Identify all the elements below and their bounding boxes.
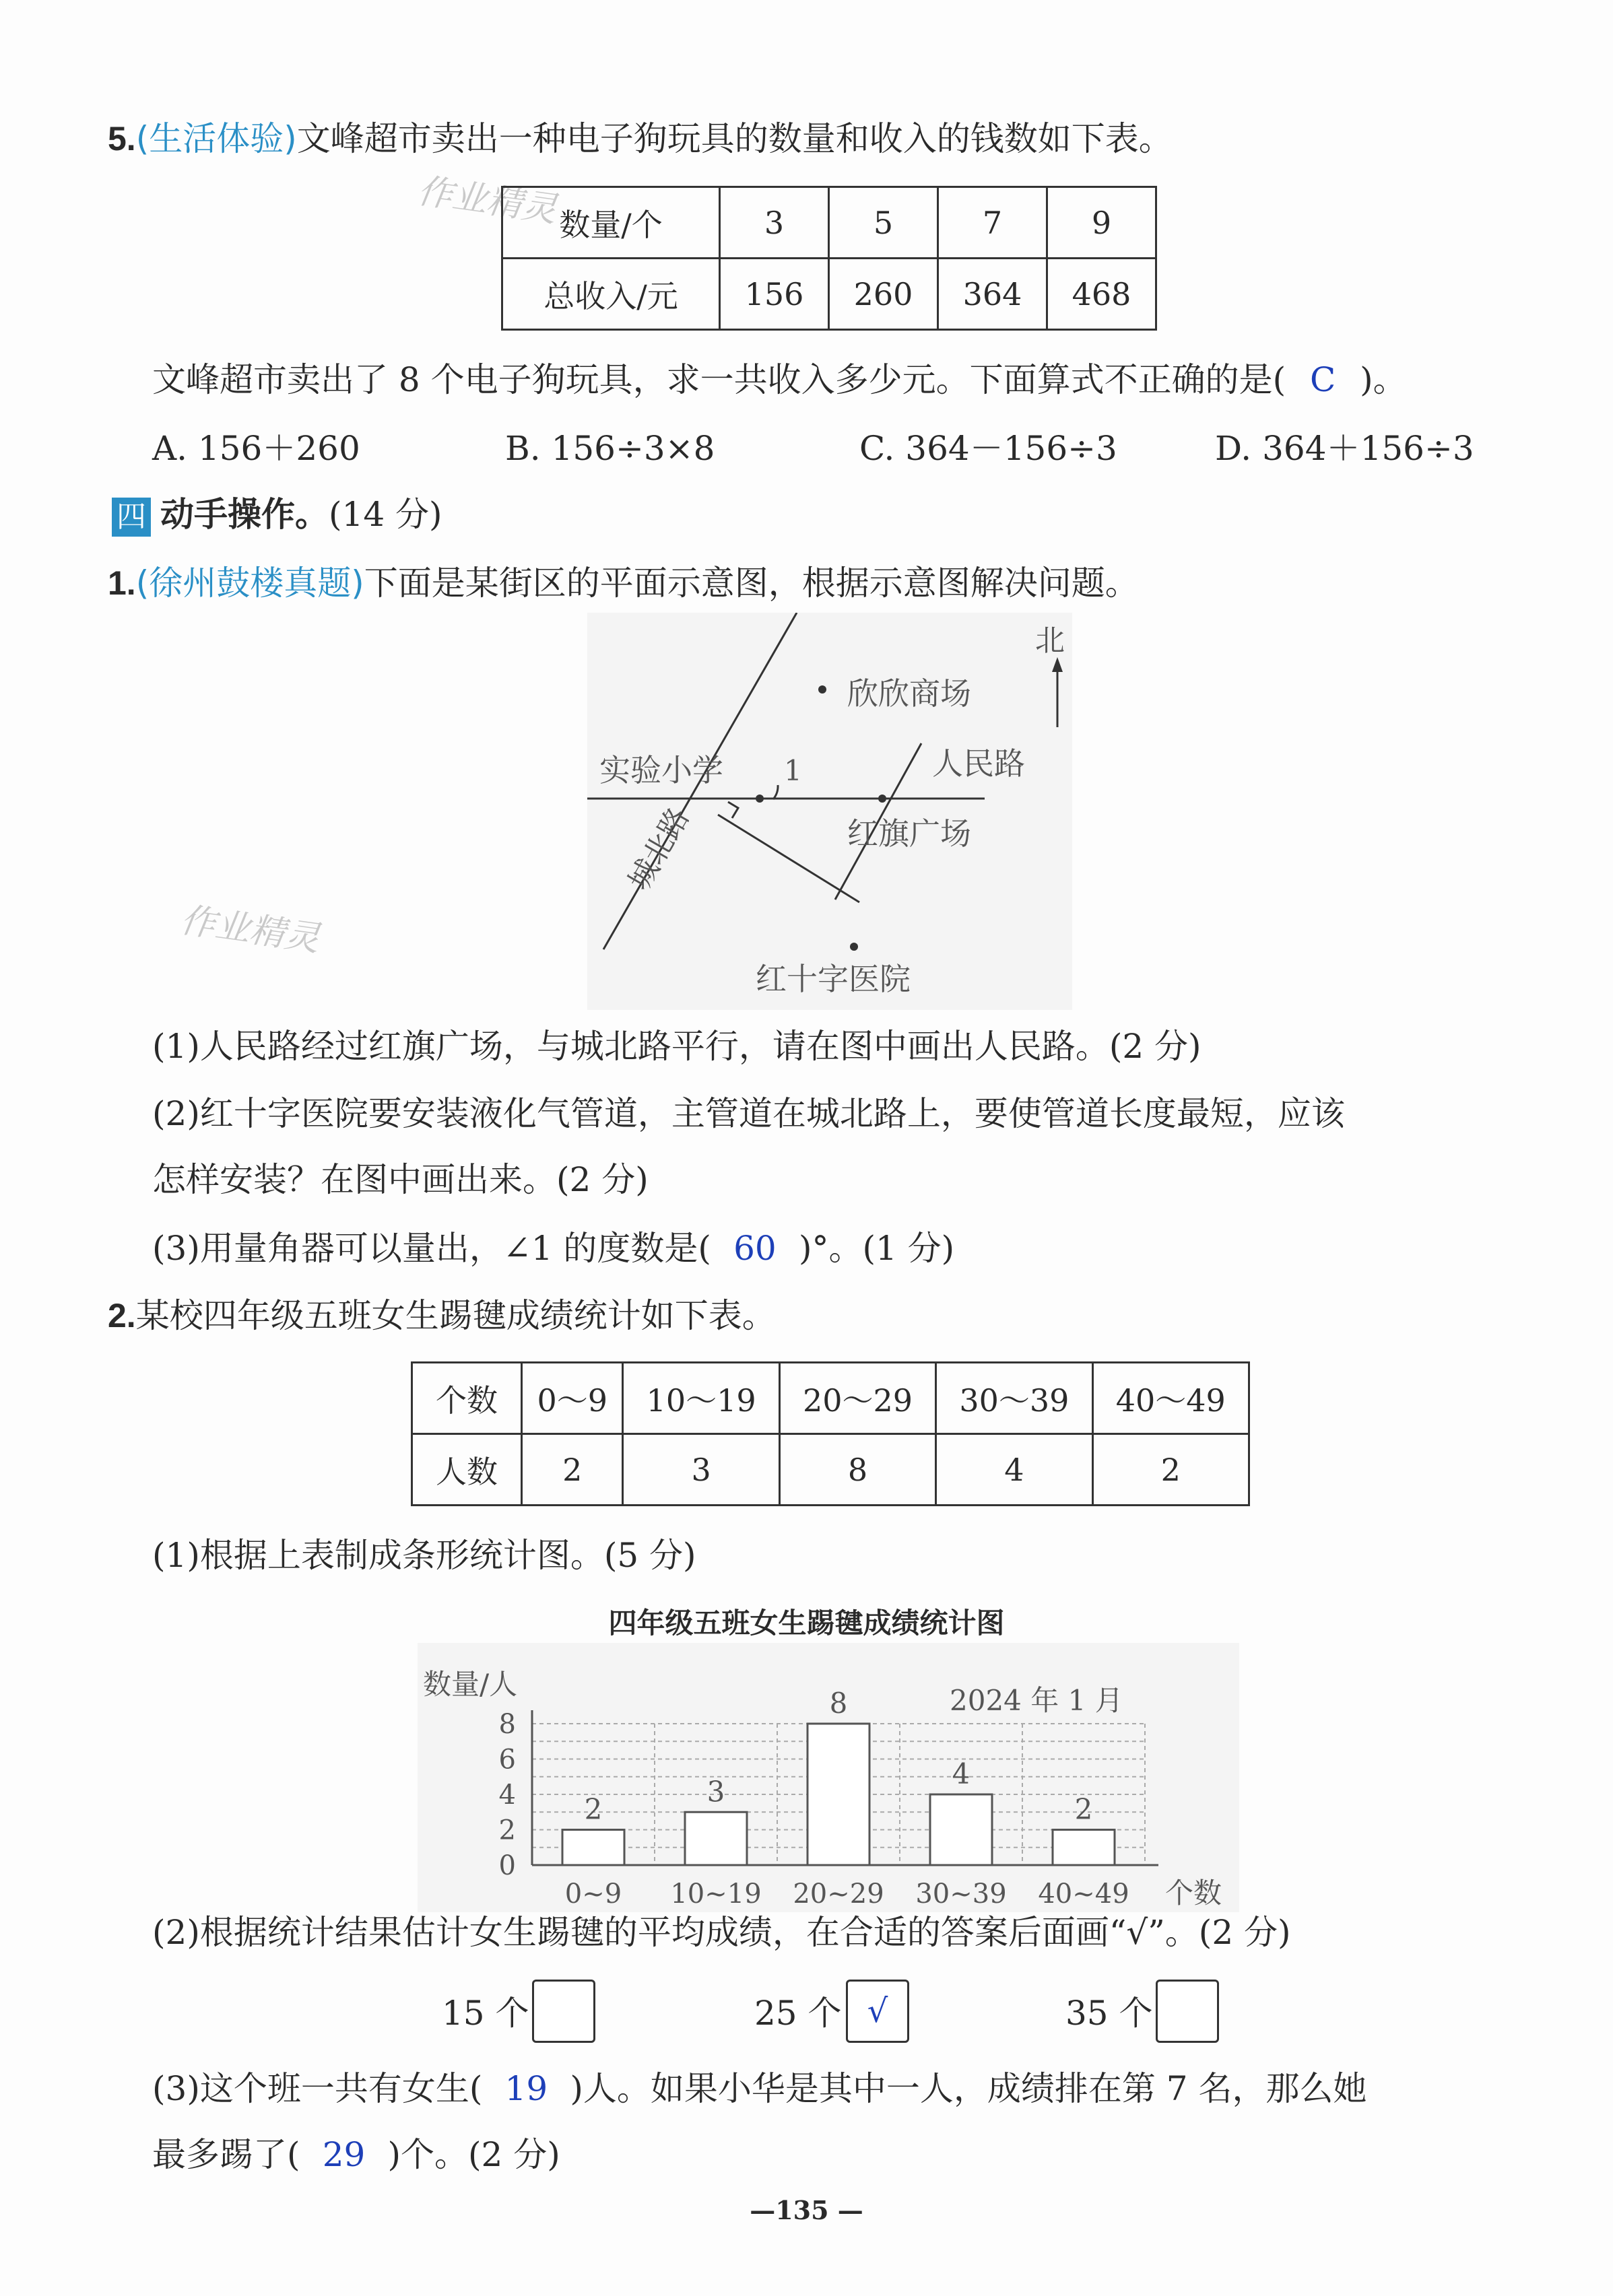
right-angle-mark	[728, 802, 738, 818]
watermark: 作业精灵	[415, 170, 560, 231]
q5-heading	[108, 119, 1173, 159]
choice-checkbox[interactable]	[532, 1980, 595, 2043]
y-tick-label: 4	[498, 1780, 516, 1811]
angle-1-arc	[773, 785, 778, 799]
bar	[562, 1830, 624, 1866]
north-label: 北	[1035, 623, 1065, 658]
table-cell: 364	[938, 259, 1047, 330]
question-text: )。	[1360, 360, 1407, 399]
x-tick-label: 10~19	[670, 1879, 762, 1910]
table-cell: 8	[779, 1434, 935, 1506]
p1-sub3	[152, 1228, 954, 1269]
table-cell: 4	[936, 1434, 1092, 1506]
bar-chart-svg	[418, 1643, 1239, 1912]
q5-option-a: A. 156＋260	[152, 429, 360, 468]
school-point	[756, 795, 764, 803]
north-arrow-icon	[1052, 657, 1063, 672]
table-cell: 3	[720, 187, 829, 259]
table-cell: 3	[623, 1434, 779, 1506]
answer-text: 60	[733, 1229, 777, 1268]
table-cell: 40～49	[1092, 1363, 1249, 1434]
table-cell: 468	[1047, 259, 1156, 330]
square-label: 红旗广场	[847, 815, 971, 852]
table-cell: 260	[829, 259, 938, 330]
p2-sub1: (1)根据上表制成条形统计图。(5 分)	[152, 1536, 696, 1575]
table-cell: 30～39	[936, 1363, 1092, 1434]
question-number: 2.	[108, 1297, 136, 1335]
answer-text: C	[1309, 360, 1336, 399]
section-score: (14 分)	[329, 495, 442, 534]
q5-option-c: C. 364－156÷3	[859, 429, 1117, 468]
question-text: )人。如果小华是其中一人，成绩排在第 7 名，那么她	[570, 2069, 1367, 2108]
hospital-label: 红十字医院	[756, 961, 911, 997]
bar	[808, 1724, 869, 1865]
bar	[1053, 1830, 1115, 1866]
p2-sub3-line1	[152, 2068, 1367, 2109]
p2-table	[411, 1361, 1250, 1506]
table-cell: 个数	[412, 1363, 522, 1434]
choice-label: 25 个	[754, 1994, 842, 2033]
renmin-road-label: 人民路	[932, 745, 1025, 782]
y-tick-label: 0	[498, 1850, 516, 1881]
answer-text: 29	[322, 2135, 366, 2174]
p2-heading	[108, 1295, 776, 1336]
y-tick-label: 6	[498, 1744, 516, 1776]
question-text: 文峰超市卖出了 8 个电子狗玩具，求一共收入多少元。下面算式不正确的是(	[152, 360, 1286, 399]
question-text: 文峰超市卖出一种电子狗玩具的数量和收入的钱数如下表。	[296, 119, 1173, 158]
bar-value-label: 2	[1074, 1792, 1093, 1826]
question-text: )个。(2 分)	[387, 2135, 560, 2174]
table-cell: 156	[720, 259, 829, 330]
school-label: 实验小学	[599, 752, 723, 788]
y-tick-label: 8	[498, 1709, 516, 1740]
x-tick-label: 30~39	[915, 1879, 1007, 1910]
pipeline-line	[718, 815, 859, 902]
y-tick-label: 2	[498, 1815, 516, 1846]
date-note: 2024 年 1 月	[950, 1684, 1123, 1717]
p1-sub2-line1: (2)红十字医院要安装液化气管道，主管道在城北路上，要使管道长度最短，应该	[152, 1094, 1345, 1133]
table-cell: 总收入/元	[502, 259, 720, 330]
q5-question	[152, 360, 1407, 400]
section-title: 动手操作。	[160, 495, 329, 534]
table-cell: 20～29	[779, 1363, 935, 1434]
p1-heading	[108, 563, 1139, 603]
choice-label: 35 个	[1065, 1994, 1153, 2033]
street-map-diagram	[587, 613, 1072, 1010]
x-tick-label: 20~29	[793, 1879, 884, 1910]
bar	[930, 1794, 992, 1865]
page-number: —135 —	[750, 2195, 863, 2225]
x-tick-label: 0~9	[564, 1879, 622, 1910]
p2-sub2: (2)根据统计结果估计女生踢毽的平均成绩，在合适的答案后面画“√”。(2 分)	[152, 1913, 1291, 1952]
mall-label: 欣欣商场	[847, 675, 971, 712]
question-text: 最多踢了(	[152, 2135, 300, 2174]
bar-value-label: 2	[584, 1792, 603, 1826]
question-text: (3)用量角器可以量出，∠1 的度数是(	[152, 1229, 711, 1268]
question-number: 1.	[108, 564, 136, 602]
mall-point	[818, 685, 826, 694]
p2-sub3-line2	[152, 2134, 560, 2175]
table-cell: 数量/个	[502, 187, 720, 259]
choice-checkbox[interactable]: √	[846, 1980, 909, 2043]
question-tag: (徐州鼓楼真题)	[135, 564, 364, 603]
chart-title: 四年级五班女生踢毽成绩统计图	[608, 1607, 1005, 1640]
bar-value-label: 4	[952, 1757, 970, 1790]
question-text: (3)这个班一共有女生(	[152, 2069, 483, 2108]
table-cell: 人数	[412, 1434, 522, 1506]
x-tick-label: 40~49	[1038, 1879, 1129, 1910]
question-text: 某校四年级五班女生踢毽成绩统计如下表。	[135, 1296, 776, 1335]
bar-chart	[418, 1643, 1239, 1912]
question-text: 下面是某街区的平面示意图，根据示意图解决问题。	[364, 564, 1139, 603]
q5-option-d: D. 364＋156÷3	[1215, 429, 1474, 468]
p1-sub1: (1)人民路经过红旗广场，与城北路平行，请在图中画出人民路。(2 分)	[152, 1027, 1201, 1066]
table-cell: 2	[522, 1434, 623, 1506]
q5-table	[501, 186, 1157, 331]
table-cell: 7	[938, 187, 1047, 259]
table-cell: 5	[829, 187, 938, 259]
hospital-point	[850, 943, 858, 951]
table-cell: 0～9	[522, 1363, 623, 1434]
chengbei-road-label: 城北路	[622, 802, 696, 896]
bar-value-label: 8	[829, 1687, 848, 1720]
table-cell: 9	[1047, 187, 1156, 259]
bar-value-label: 3	[706, 1775, 725, 1809]
p1-sub2-line2: 怎样安装？在图中画出来。(2 分)	[152, 1160, 649, 1199]
table-cell: 10～19	[623, 1363, 779, 1434]
q5-option-b: B. 156÷3×8	[505, 429, 715, 468]
x-axis-label: 个数	[1165, 1877, 1222, 1910]
question-number: 5.	[108, 120, 136, 158]
choice-label: 15 个	[442, 1994, 529, 2033]
choice-checkbox[interactable]	[1156, 1980, 1219, 2043]
bar	[685, 1812, 747, 1865]
question-text: )°。(1 分)	[798, 1229, 955, 1268]
question-tag: (生活体验)	[135, 119, 297, 158]
watermark: 作业精灵	[178, 900, 323, 960]
section-badge: 四	[112, 498, 151, 537]
square-point	[878, 795, 886, 803]
table-cell: 2	[1092, 1434, 1249, 1506]
angle-1-label: 1	[784, 754, 802, 787]
answer-text: 19	[504, 2069, 548, 2108]
section-heading	[112, 494, 442, 537]
y-axis-label: 数量/人	[423, 1668, 518, 1701]
